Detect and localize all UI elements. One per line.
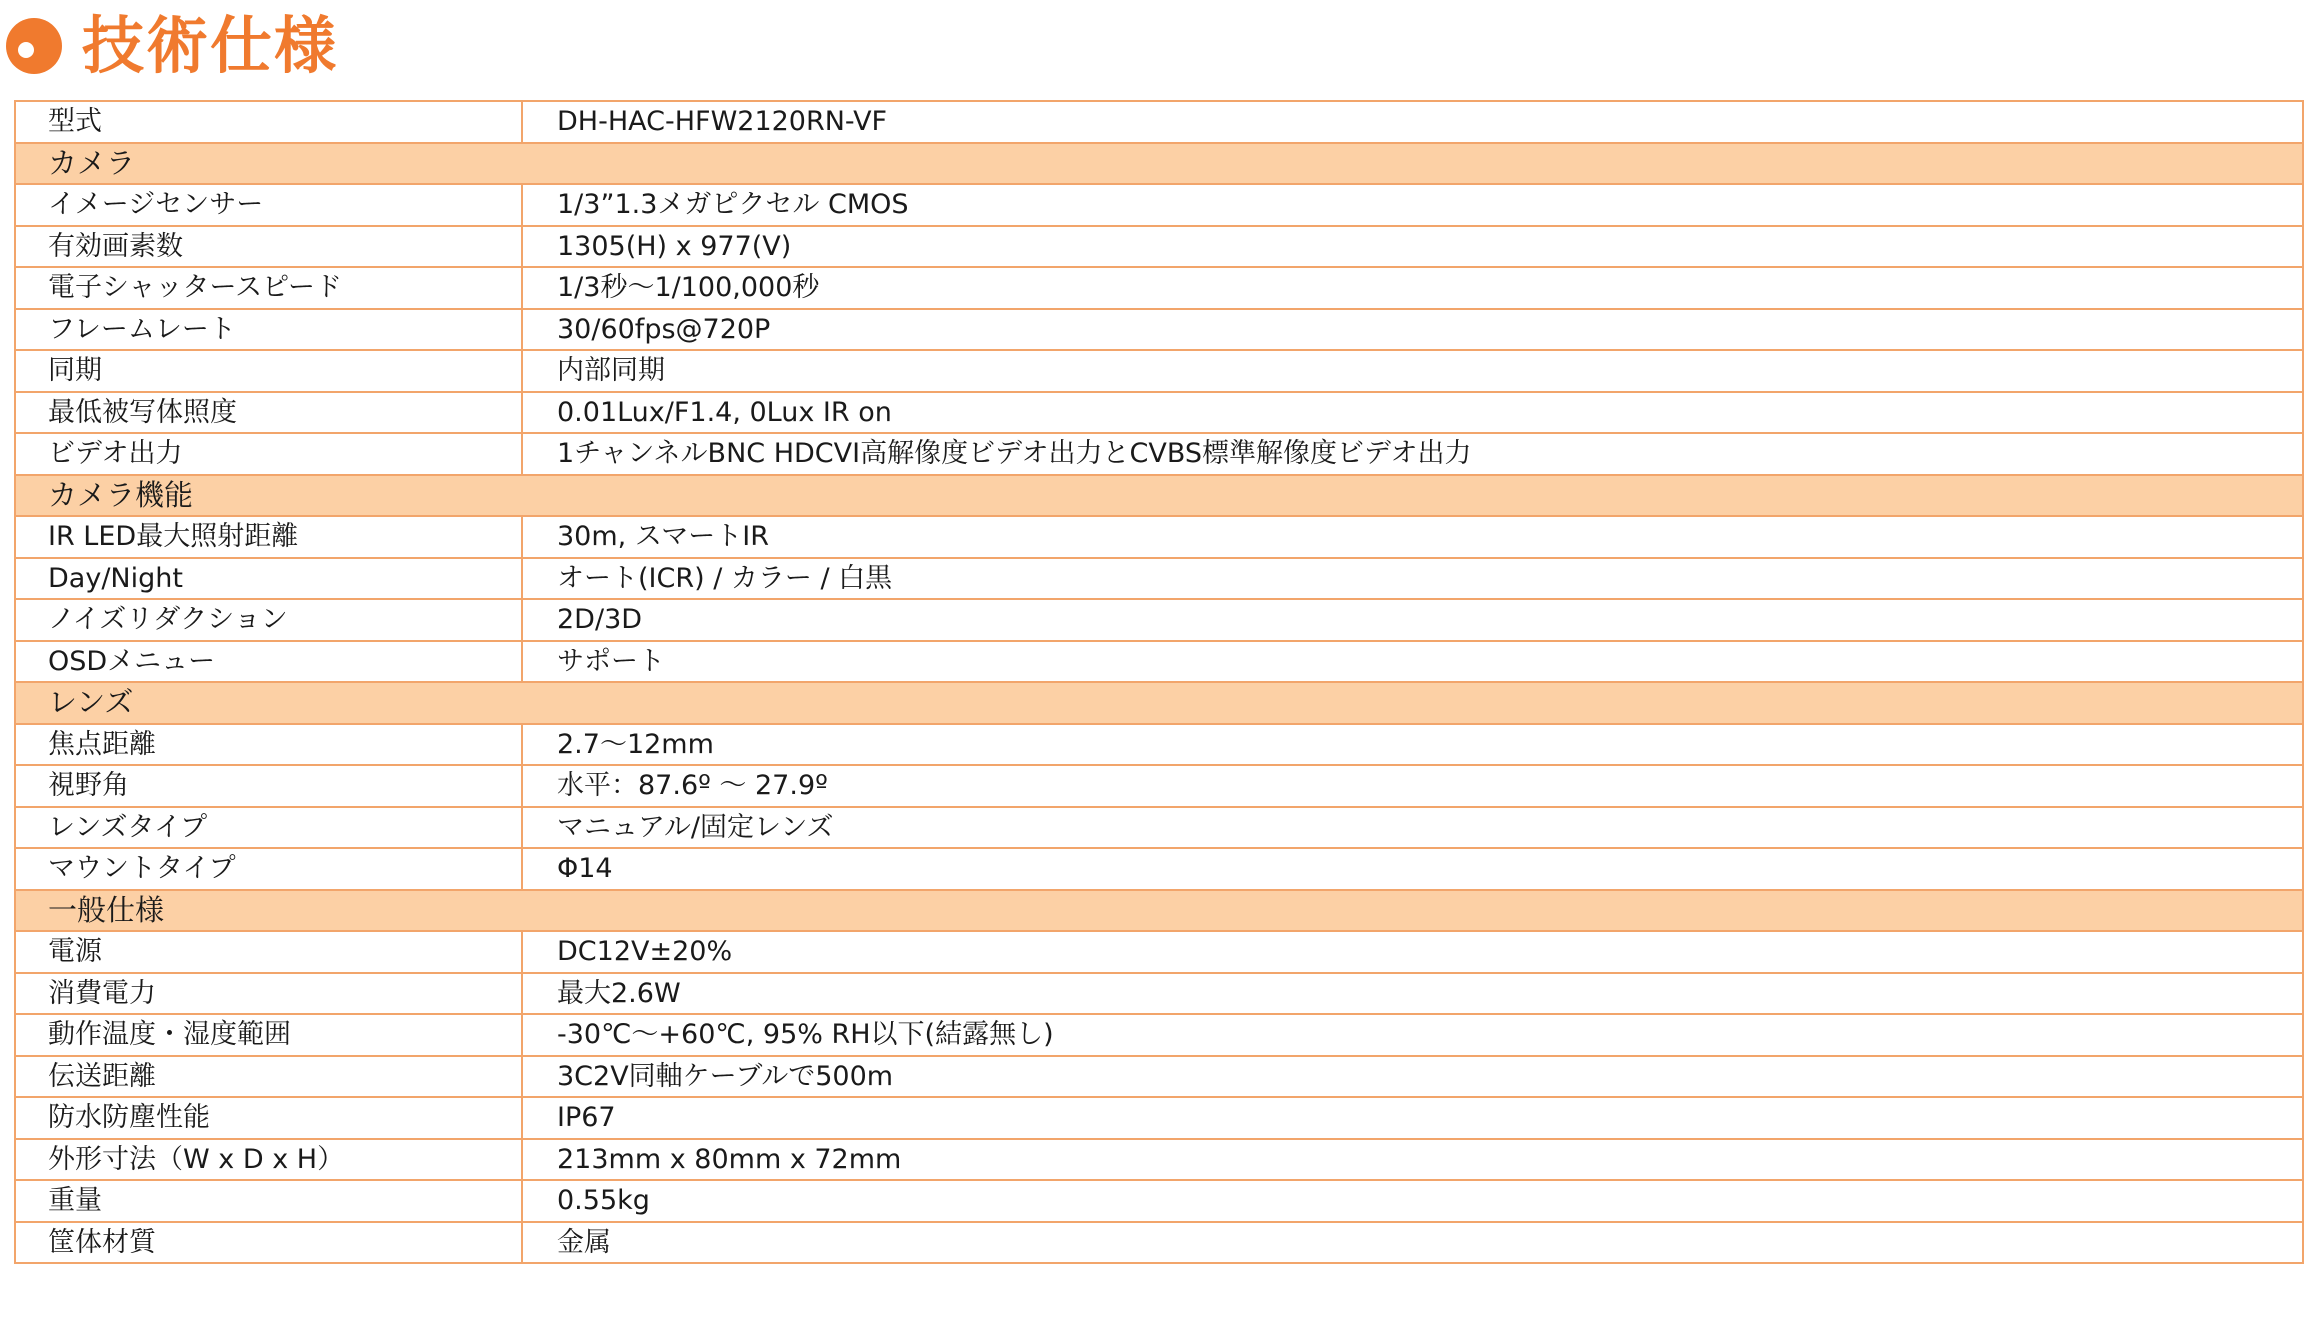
spec-value: 213mm x 80mm x 72mm bbox=[522, 1139, 2303, 1181]
spec-value: DH-HAC-HFW2120RN-VF bbox=[522, 101, 2303, 143]
spec-label: 重量 bbox=[15, 1180, 522, 1222]
spec-row bbox=[15, 1139, 2303, 1181]
spec-value: マニュアル/固定レンズ bbox=[522, 807, 2303, 849]
spec-label: 同期 bbox=[15, 350, 522, 392]
spec-row bbox=[15, 516, 2303, 558]
spec-label: 動作温度・湿度範囲 bbox=[15, 1014, 522, 1056]
spec-row bbox=[15, 931, 2303, 973]
spec-label: 外形寸法（W x D x H） bbox=[15, 1139, 522, 1181]
spec-label: 伝送距離 bbox=[15, 1056, 522, 1098]
section-header-row bbox=[15, 475, 2303, 517]
spec-value: 金属 bbox=[522, 1222, 2303, 1264]
spec-row bbox=[15, 392, 2303, 434]
spec-value: 最大2.6W bbox=[522, 973, 2303, 1015]
spec-row bbox=[15, 807, 2303, 849]
spec-row bbox=[15, 226, 2303, 268]
spec-label: Day/Night bbox=[15, 558, 522, 600]
page-title: 技術仕様 bbox=[82, 9, 339, 82]
page-header bbox=[6, 0, 338, 92]
spec-label: OSDメニュー bbox=[15, 641, 522, 683]
spec-row bbox=[15, 350, 2303, 392]
spec-row bbox=[15, 1222, 2303, 1264]
spec-row bbox=[15, 1180, 2303, 1222]
spec-label: レンズタイプ bbox=[15, 807, 522, 849]
spec-label: イメージセンサー bbox=[15, 184, 522, 226]
spec-label: 最低被写体照度 bbox=[15, 392, 522, 434]
spec-row bbox=[15, 599, 2303, 641]
spec-value: -30℃〜+60℃, 95% RH以下(結露無し) bbox=[522, 1014, 2303, 1056]
spec-row bbox=[15, 1097, 2303, 1139]
spec-label: マウントタイプ bbox=[15, 848, 522, 890]
spec-row bbox=[15, 1014, 2303, 1056]
orange-circle-bullet-icon bbox=[6, 18, 62, 74]
spec-label: 有効画素数 bbox=[15, 226, 522, 268]
spec-row bbox=[15, 973, 2303, 1015]
spec-label: ビデオ出力 bbox=[15, 433, 522, 475]
spec-label: 消費電力 bbox=[15, 973, 522, 1015]
spec-row bbox=[15, 1056, 2303, 1098]
spec-value: DC12V±20% bbox=[522, 931, 2303, 973]
spec-value: 2.7〜12mm bbox=[522, 724, 2303, 766]
spec-label: 筐体材質 bbox=[15, 1222, 522, 1264]
spec-row bbox=[15, 309, 2303, 351]
spec-row bbox=[15, 184, 2303, 226]
spec-row bbox=[15, 433, 2303, 475]
spec-value: IP67 bbox=[522, 1097, 2303, 1139]
spec-value: 0.55kg bbox=[522, 1180, 2303, 1222]
spec-value: 3C2V同軸ケーブルで500m bbox=[522, 1056, 2303, 1098]
spec-label: 焦点距離 bbox=[15, 724, 522, 766]
spec-value: 0.01Lux/F1.4, 0Lux IR on bbox=[522, 392, 2303, 434]
spec-value: 1/3秒〜1/100,000秒 bbox=[522, 267, 2303, 309]
spec-label: 視野角 bbox=[15, 765, 522, 807]
spec-value: 1305(H) x 977(V) bbox=[522, 226, 2303, 268]
section-title: 一般仕様 bbox=[15, 890, 2303, 932]
spec-value: 30/60fps@720P bbox=[522, 309, 2303, 351]
spec-table-body bbox=[15, 101, 2303, 1263]
spec-row bbox=[15, 724, 2303, 766]
section-title: カメラ機能 bbox=[15, 475, 2303, 517]
spec-value: 1/3”1.3メガピクセル CMOS bbox=[522, 184, 2303, 226]
section-title: レンズ bbox=[15, 682, 2303, 724]
spec-label: 防水防塵性能 bbox=[15, 1097, 522, 1139]
spec-value: 2D/3D bbox=[522, 599, 2303, 641]
spec-row bbox=[15, 558, 2303, 600]
spec-value: 1チャンネルBNC HDCVI高解像度ビデオ出力とCVBS標準解像度ビデオ出力 bbox=[522, 433, 2303, 475]
spec-value: 内部同期 bbox=[522, 350, 2303, 392]
spec-value: 30m, スマートIR bbox=[522, 516, 2303, 558]
spec-value: オート(ICR) / カラー / 白黒 bbox=[522, 558, 2303, 600]
spec-table bbox=[14, 100, 2304, 1264]
spec-label: IR LED最大照射距離 bbox=[15, 516, 522, 558]
spec-label: ノイズリダクション bbox=[15, 599, 522, 641]
section-header-row bbox=[15, 682, 2303, 724]
spec-row bbox=[15, 765, 2303, 807]
spec-value: Φ14 bbox=[522, 848, 2303, 890]
spec-row bbox=[15, 848, 2303, 890]
spec-value: 水平：87.6º 〜 27.9º bbox=[522, 765, 2303, 807]
section-title: カメラ bbox=[15, 143, 2303, 185]
spec-label: 電子シャッタースピード bbox=[15, 267, 522, 309]
spec-row bbox=[15, 101, 2303, 143]
section-header-row bbox=[15, 890, 2303, 932]
spec-label: 型式 bbox=[15, 101, 522, 143]
spec-label: 電源 bbox=[15, 931, 522, 973]
spec-row bbox=[15, 641, 2303, 683]
spec-row bbox=[15, 267, 2303, 309]
section-header-row bbox=[15, 143, 2303, 185]
spec-label: フレームレート bbox=[15, 309, 522, 351]
spec-value: サポート bbox=[522, 641, 2303, 683]
